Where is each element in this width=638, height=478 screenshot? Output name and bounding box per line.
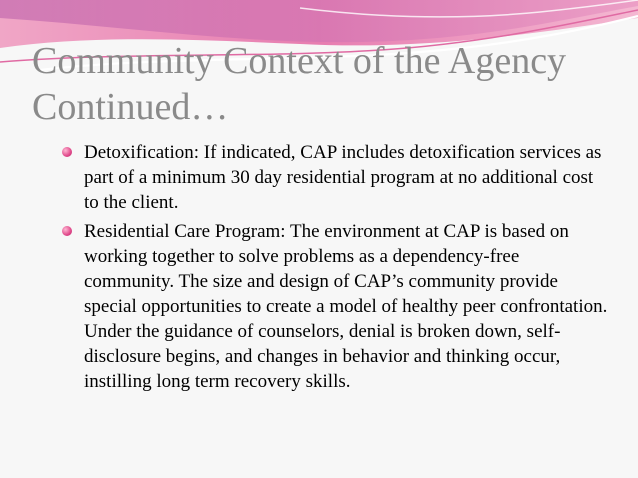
bullet-text: Detoxification: If indicated, CAP includes detoxification services as part of a minimum 30 day residential program at no additional cost to the client.: [84, 142, 602, 213]
bullet-text: Residential Care Program: The environment at CAP is based on working together to solve problems as a dependency-free community. The size and design of CAP’s community provide special opportunities to create a model of healthy peer confrontation. Under the guidance of counselors, denial is broken down, self-disclosure begins, and changes in behavior and thinking occur, instilling long term recovery skills.: [84, 221, 608, 392]
bullet-list: [62, 140, 610, 398]
bullet-dot-icon: [62, 226, 72, 236]
bullet-item-residential-care: [62, 219, 610, 394]
slide-title: [32, 38, 622, 130]
slide-title-line-2: Continued…: [32, 86, 229, 128]
bullet-dot-icon: [62, 147, 72, 157]
bullet-item-detoxification: [62, 140, 610, 215]
slide-title-line-1: Community Context of the Agency: [32, 40, 567, 82]
